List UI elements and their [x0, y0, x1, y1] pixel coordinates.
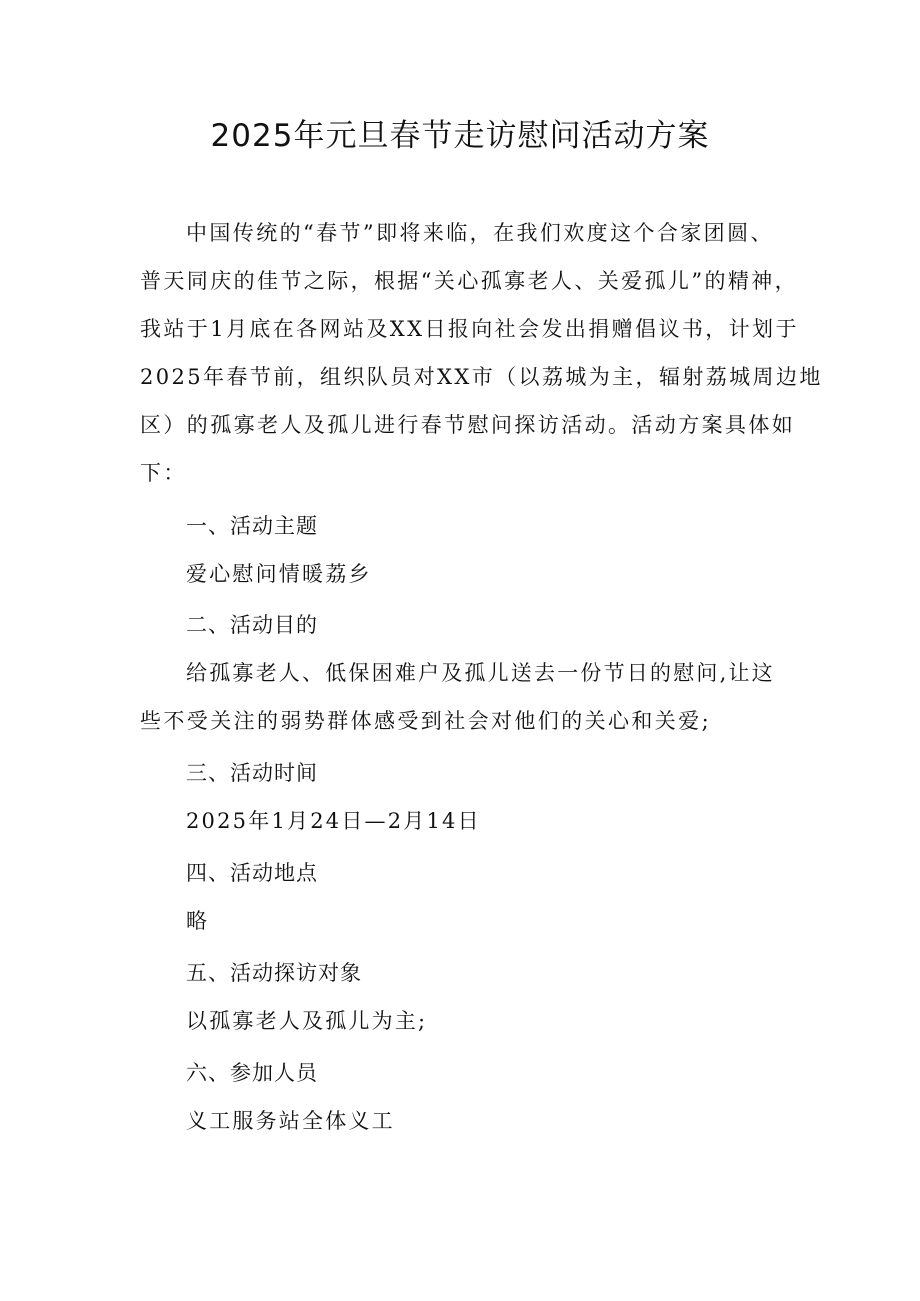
intro-line-4: 2025年春节前，组织队员对XX市（以荔城为主，辐射荔城周边地	[140, 365, 823, 389]
section-content-theme: 爱心慰问情暖荔乡	[186, 562, 372, 586]
section-content-location: 略	[186, 909, 210, 933]
section-heading-time: 三、活动时间	[186, 761, 318, 785]
section-content-time: 2025年1月24日—2月14日	[186, 809, 481, 833]
section-content-participants: 义工服务站全体义工	[186, 1109, 395, 1133]
section-content-purpose-line-1: 给孤寡老人、低保困难户及孤儿送去一份节日的慰问,让这	[186, 661, 775, 685]
intro-line-5: 区）的孤寡老人及孤儿进行春节慰问探访活动。活动方案具体如	[140, 413, 796, 437]
section-heading-participants: 六、参加人员	[186, 1061, 318, 1085]
section-content-visit-targets: 以孤寡老人及孤儿为主;	[186, 1009, 428, 1033]
document-title: 2025年元旦春节走访慰问活动方案	[210, 118, 710, 154]
intro-line-2: 普天同庆的佳节之际，根据“关心孤寡老人、关爱孤儿”的精神，	[140, 269, 799, 293]
intro-line-6: 下：	[140, 461, 187, 485]
intro-line-1: 中国传统的“春节”即将来临，在我们欢度这个合家团圆、	[186, 221, 774, 245]
section-heading-location: 四、活动地点	[186, 861, 318, 885]
section-content-purpose-line-2: 些不受关注的弱势群体感受到社会对他们的关心和关爱;	[140, 709, 712, 733]
section-heading-theme: 一、活动主题	[186, 514, 318, 538]
section-heading-purpose: 二、活动目的	[186, 613, 318, 637]
intro-line-3: 我站于1月底在各网站及XX日报向社会发出捐赠倡议书，计划于	[140, 317, 799, 341]
section-heading-visit-targets: 五、活动探访对象	[186, 961, 362, 985]
